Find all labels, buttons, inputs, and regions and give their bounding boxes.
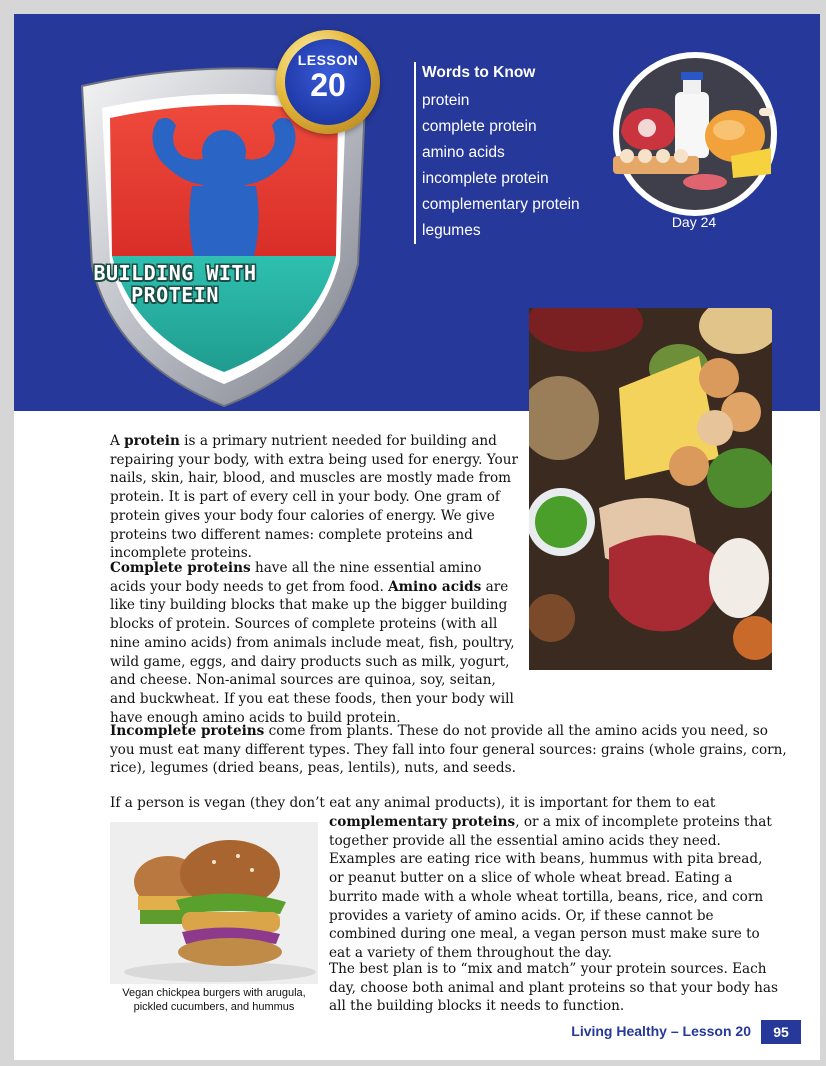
lesson-badge-inner (285, 39, 371, 125)
word-item: protein (422, 92, 470, 109)
food-photo-image (529, 308, 772, 670)
words-to-know (414, 62, 622, 244)
p1-pre: A (110, 433, 125, 449)
footer-title: Living Healthy – Lesson 20 (571, 1023, 751, 1039)
burger-photo-image (110, 822, 318, 984)
word-item: incomplete protein (422, 170, 549, 187)
term-protein: protein (124, 433, 180, 449)
lesson-title: BUILDING WITH PROTEIN (93, 261, 257, 307)
words-to-know-title: Words to Know (422, 64, 536, 81)
burger-photo (110, 822, 318, 984)
paragraph-incomplete-proteins (110, 722, 790, 778)
term-incomplete-proteins: Incomplete proteins (110, 723, 265, 739)
lesson-badge (276, 30, 380, 134)
page-number: 95 (761, 1020, 801, 1044)
paragraph-complementary-proteins (329, 813, 779, 963)
word-item: amino acids (422, 144, 505, 161)
day-label: Day 24 (671, 214, 717, 230)
p4-text: , or a mix of incomplete proteins that together provide all the essential amino acids they need. Examples are eating rice with beans, hummus with pita bread, or peanut butter on a slice of whole wheat bread. Eating a burrito made with a whole wheat tortilla, beans, rice, and corn provides a variety of amino acids. Or, if these cannot be combined during one meal, a vegan person must make sure to eat a variety of them throughout the day. (329, 814, 772, 961)
page (14, 14, 820, 1060)
word-item: complete protein (422, 118, 537, 135)
word-item: legumes (422, 222, 481, 239)
p2-text-2: are like tiny building blocks that make up the bigger building blocks of protein. Sources of complete proteins (with all nine amino acids) from animals include meat, fish, poultry, wild game, eggs, and dairy products such as milk, yogurt, and cheese. Non-animal sources are quinoa, soy, seitan, and buckwheat. If you eat these foods, then your body will have enough amino acids to build protein. (110, 578, 515, 726)
lesson-number: 20 (310, 67, 346, 103)
burger-caption: Vegan chickpea burgers with arugula, pickled cucumbers, and hummus (122, 987, 306, 1013)
term-amino-acids: Amino acids (388, 578, 482, 595)
p2-text-1: have all the nine essential amino acids your body needs to get from food. (110, 560, 482, 595)
p3-text: come from plants. These do not provide all the amino acids you need, so you must eat many different types. They fall into four general sources: grains (whole grains, corn, rice), legumes (dried beans, peas, lentils), nuts, and seeds. (110, 723, 787, 777)
paragraph-complete-proteins (110, 559, 520, 727)
term-complete-proteins: Complete proteins (110, 560, 251, 576)
protein-foods-photo (529, 308, 772, 670)
paragraph-protein (110, 432, 520, 563)
protein-foods-icon (613, 52, 777, 216)
word-item: complementary protein (422, 196, 580, 213)
day-circle (613, 52, 777, 216)
lesson-label: LESSON (297, 52, 359, 68)
p1-text: is a primary nutrient needed for building and repairing your body, with extra being used for energy. Your nails, skin, hair, blood, and muscles are mostly made from protein. It is part of every cell in your body. One gram of protein gives your body four calories of energy. We give proteins two different names: complete proteins and incomplete proteins. (110, 433, 518, 562)
paragraph-vegan-lead: If a person is vegan (they don’t eat any animal products), it is important for them to eat (110, 795, 716, 811)
paragraph-mix-and-match: The best plan is to “mix and match” your protein sources. Each day, choose both animal and plant proteins so that your body has all the building blocks it needs to function. (329, 961, 779, 1015)
term-complementary-proteins: complementary proteins (329, 814, 516, 830)
